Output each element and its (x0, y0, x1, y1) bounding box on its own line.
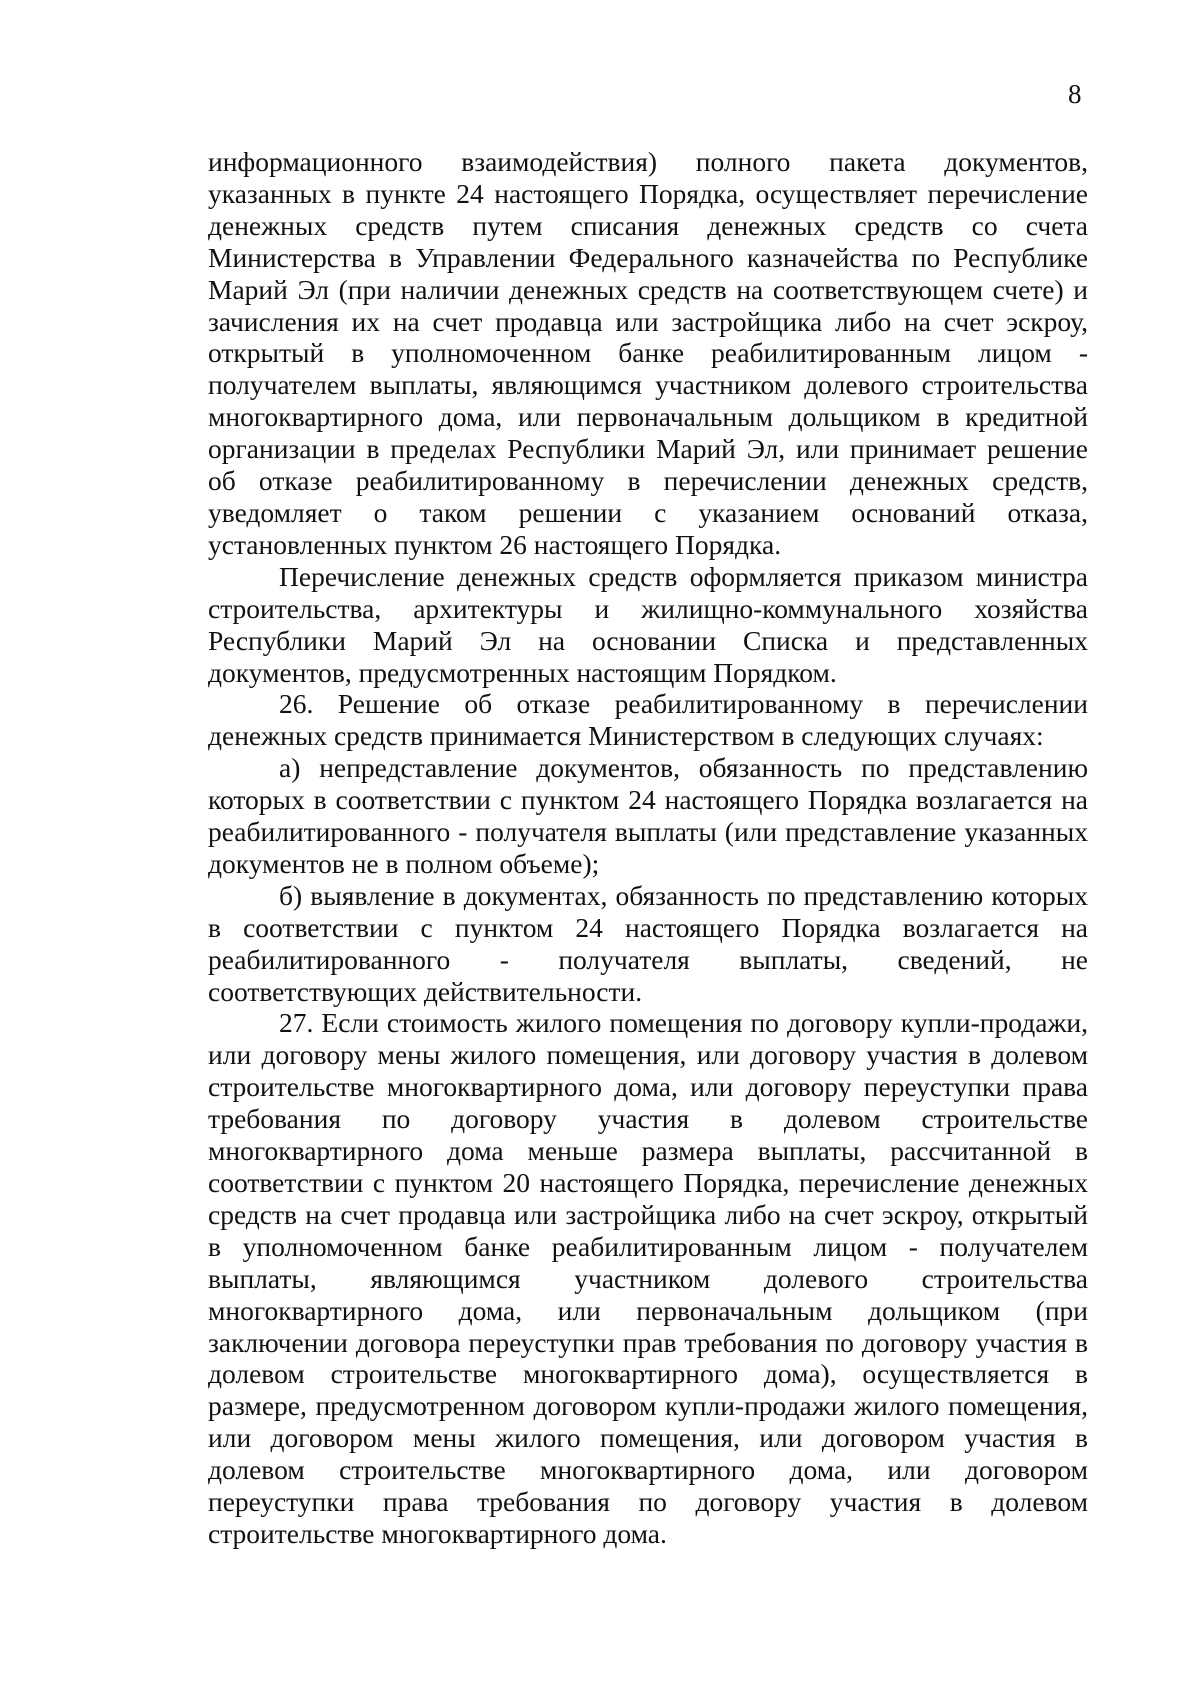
paragraph-transfer-order: Перечисление денежных средств оформляется приказом министра строительства, архитектуры и жилищно-коммунального хозяйства Республики Марий Эл на основании Списка и представленных документов, предусмотренных настоящим Порядком. (208, 560, 1088, 688)
paragraph-clause-27: 27. Если стоимость жилого помещения по договору купли-продажи, или договору мены жилого помещения, или договору участия в долевом строительстве многоквартирного дома, или договору переуступки права требования по договору участия в долевом строительстве многоквартирного дома меньше размера выплаты, рассчитанной в соответствии с пунктом 20 настоящего Порядка, перечисление денежных средств на счет продавца или застройщика либо на счет эскроу, открытый в уполномоченном банке реабилитированным лицом - получателем выплаты, являющимся участником долевого строительства многоквартирного дома, или первоначальным дольщиком (при заключении договора переуступки прав требования по договору участия в долевом строительстве многоквартирного дома), осуществляется в размере, предусмотренном договором купли-продажи жилого помещения, или договором мены жилого помещения, или договором участия в долевом строительстве многоквартирного дома, или договором переуступки права требования по договору участия в долевом строительстве многоквартирного дома. (208, 1007, 1088, 1549)
paragraph-clause-26-a: а) непредставление документов, обязанность по представлению которых в соответствии с пунктом 24 настоящего Порядка возлагается на реабилитированного - получателя выплаты (или представление указанных документов не в полном объеме); (208, 752, 1088, 879)
paragraph-continuation: информационного взаимодействия) полного пакета документов, указанных в пункте 24 настоящего Порядка, осуществляет перечисление денежных средств путем списания денежных средств со счета Министерства в Управлении Федерального казначейства по Республике Марий Эл (при наличии денежных средств на соответствующем счете) и зачисления их на счет продавца или застройщика либо на счет эскроу, открытый в уполномоченном банке реабилитированным лицом - получателем выплаты, являющимся участником долевого строительства многоквартирного дома, или первоначальным дольщиком в кредитной организации в пределах Республики Марий Эл, или принимает решение об отказе реабилитированному в перечислении денежных средств, уведомляет о таком решении с указанием оснований отказа, установленных пунктом 26 настоящего Порядка. (208, 146, 1088, 560)
paragraph-clause-26: 26. Решение об отказе реабилитированному в перечислении денежных средств принимается Министерством в следующих случаях: (208, 688, 1088, 752)
page-number: 8 (1068, 79, 1082, 109)
paragraph-clause-26-b: б) выявление в документах, обязанность по представлению которых в соответствии с пунктом 24 настоящего Порядка возлагается на реабилитированного - получателя выплаты, сведений, не соответствующих действительности. (208, 879, 1088, 1007)
document-body (208, 146, 1088, 1550)
